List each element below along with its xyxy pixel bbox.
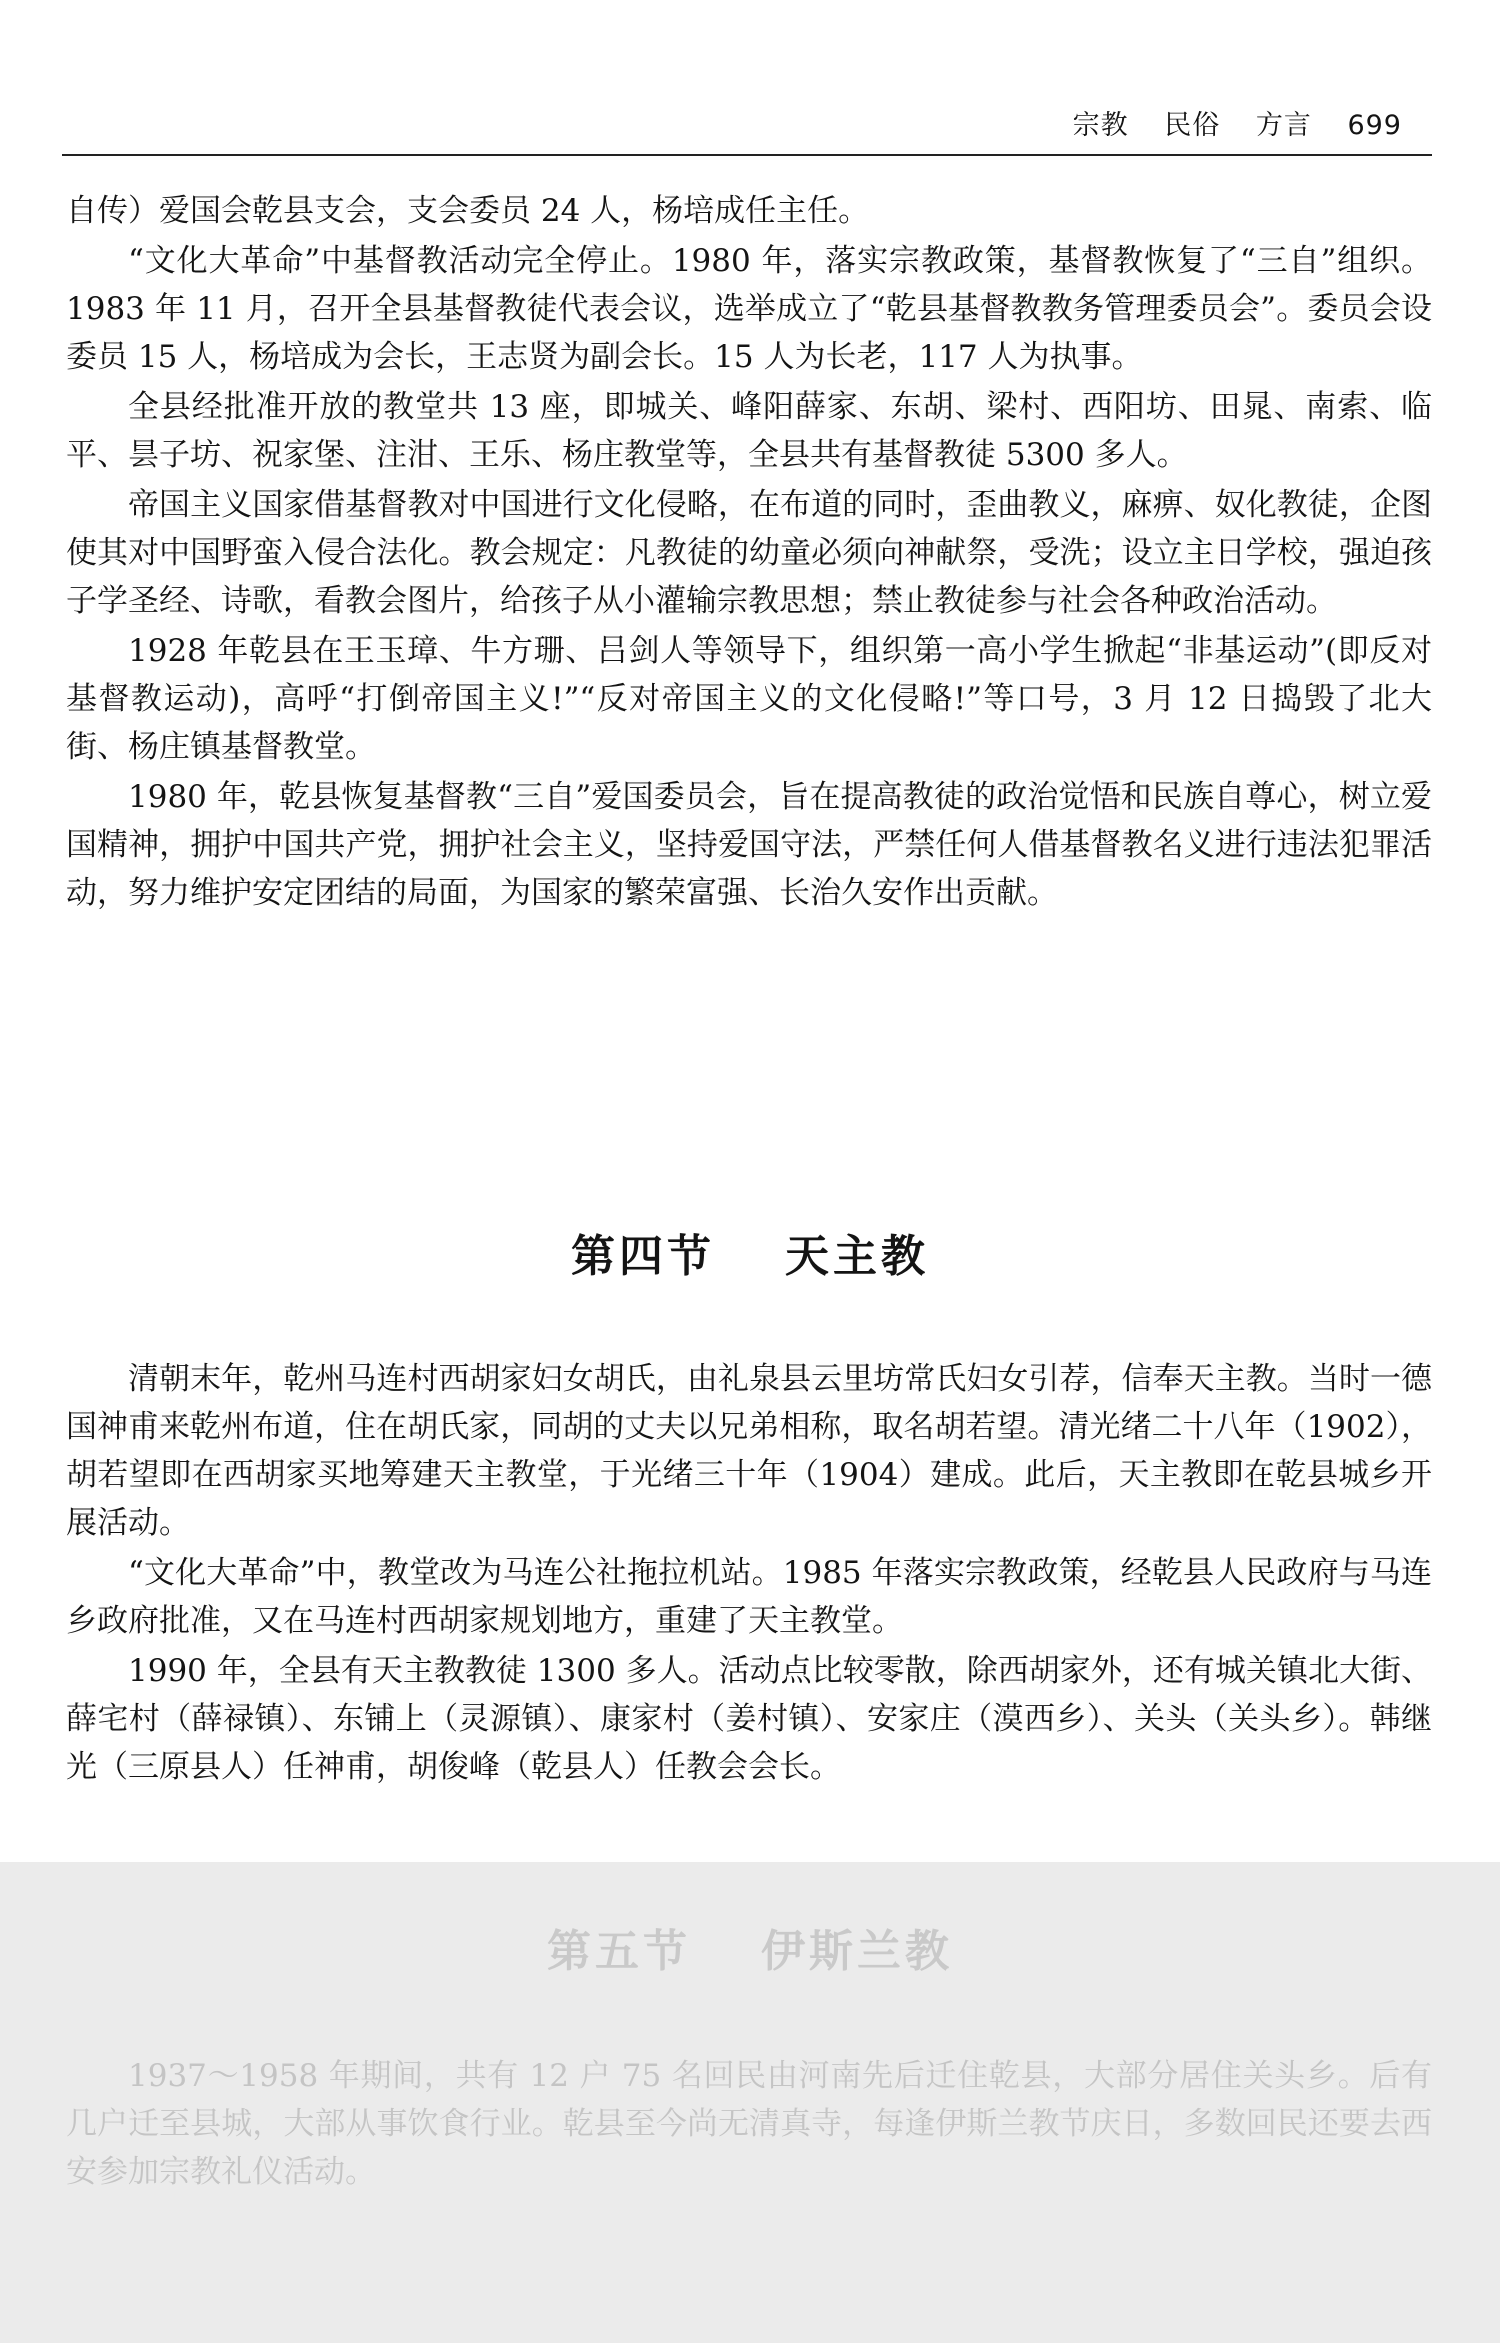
paragraph: 帝国主义国家借基督教对中国进行文化侵略，在布道的同时，歪曲教义，麻痹、奴化教徒，企图使其对中国野蛮入侵合法化。教会规定：凡教徒的幼童必须向神献祭，受洗；设立主日学校，强迫孩子学圣经、诗歌，看教会图片，给孩子从小灌输宗教思想；禁止教徒参与社会各种政治活动。 bbox=[66, 487, 1432, 619]
section-name: 天主教 bbox=[785, 1231, 929, 1282]
section-name: 伊斯兰教 bbox=[761, 1926, 953, 1977]
islam-text bbox=[66, 2052, 1432, 2198]
section-number: 第五节 bbox=[547, 1926, 691, 1977]
paragraph: 清朝末年，乾州马连村西胡家妇女胡氏，由礼泉县云里坊常氏妇女引荐，信奉天主教。当时一德国神甫来乾州布道，住在胡氏家，同胡的丈夫以兄弟相称，取名胡若望。清光绪二十八年（1902），胡若望即在西胡家买地筹建天主教堂，于光绪三十年（1904）建成。此后，天主教即在乾县城乡开展活动。 bbox=[66, 1361, 1432, 1541]
paragraph: 1990 年，全县有天主教教徒 1300 多人。活动点比较零散，除西胡家外，还有城关镇北大街、薛宅村（薛禄镇）、东铺上（灵源镇）、康家村（姜村镇）、安家庄（漠西乡）、关头（关头乡）。韩继光（三原县人）任神甫，胡俊峰（乾县人）任教会会长。 bbox=[66, 1653, 1432, 1785]
running-header bbox=[1047, 106, 1402, 146]
section-number: 第四节 bbox=[571, 1231, 715, 1282]
catholicism-text bbox=[66, 1355, 1432, 1793]
paragraph: 全县经批准开放的教堂共 13 座，即城关、峰阳薛家、东胡、梁村、西阳坊、田晁、南索、临平、昙子坊、祝家堡、注泔、王乐、杨庄教堂等，全县共有基督教徒 5300 多人。 bbox=[66, 389, 1432, 473]
paragraph: 1937～1958 年期间，共有 12 户 75 名回民由河南先后迁住乾县，大部分居住关头乡。后有几户迁至县城，大部从事饮食行业。乾县至今尚无清真寺，每逢伊斯兰教节庆日，多数回民还要去西安参加宗教礼仪活动。 bbox=[66, 2058, 1432, 2190]
paragraph: 自传）爱国会乾县支会，支会委员 24 人，杨培成任主任。 bbox=[66, 193, 870, 229]
page-number: 699 bbox=[1347, 110, 1402, 141]
header-item-dialect: 方言 bbox=[1255, 110, 1312, 141]
header-item-folk-customs: 民俗 bbox=[1164, 110, 1221, 141]
paragraph: “文化大革命”中基督教活动完全停止。1980 年，落实宗教政策，基督教恢复了“三自”组织。1983 年 11 月，召开全县基督教徒代表会议，选举成立了“乾县基督教教务管理委员会”。委员会设委员 15 人，杨培成为会长，王志贤为副会长。15 人为长老，117 人为执事。 bbox=[66, 243, 1432, 375]
header-item-religion: 宗教 bbox=[1072, 110, 1129, 141]
section-title-catholicism bbox=[0, 1220, 1500, 1284]
protestantism-continued-text bbox=[66, 187, 1432, 919]
paragraph: 1928 年乾县在王玉璋、牛方珊、吕剑人等领导下，组织第一高小学生掀起“非基运动”(即反对基督教运动)，高呼“打倒帝国主义!”“反对帝国主义的文化侵略!”等口号，3 月 12 日捣毁了北大街、杨庄镇基督教堂。 bbox=[66, 633, 1432, 765]
section-title-islam bbox=[0, 1915, 1500, 1979]
page-header bbox=[62, 106, 1432, 156]
paragraph: “文化大革命”中，教堂改为马连公社拖拉机站。1985 年落实宗教政策，经乾县人民政府与马连乡政府批准，又在马连村西胡家规划地方，重建了天主教堂。 bbox=[66, 1555, 1432, 1639]
paragraph: 1980 年，乾县恢复基督教“三自”爱国委员会，旨在提高教徒的政治觉悟和民族自尊心，树立爱国精神，拥护中国共产党，拥护社会主义，坚持爱国守法，严禁任何人借基督教名义进行违法犯罪活动，努力维护安定团结的局面，为国家的繁荣富强、长治久安作出贡献。 bbox=[66, 779, 1432, 911]
